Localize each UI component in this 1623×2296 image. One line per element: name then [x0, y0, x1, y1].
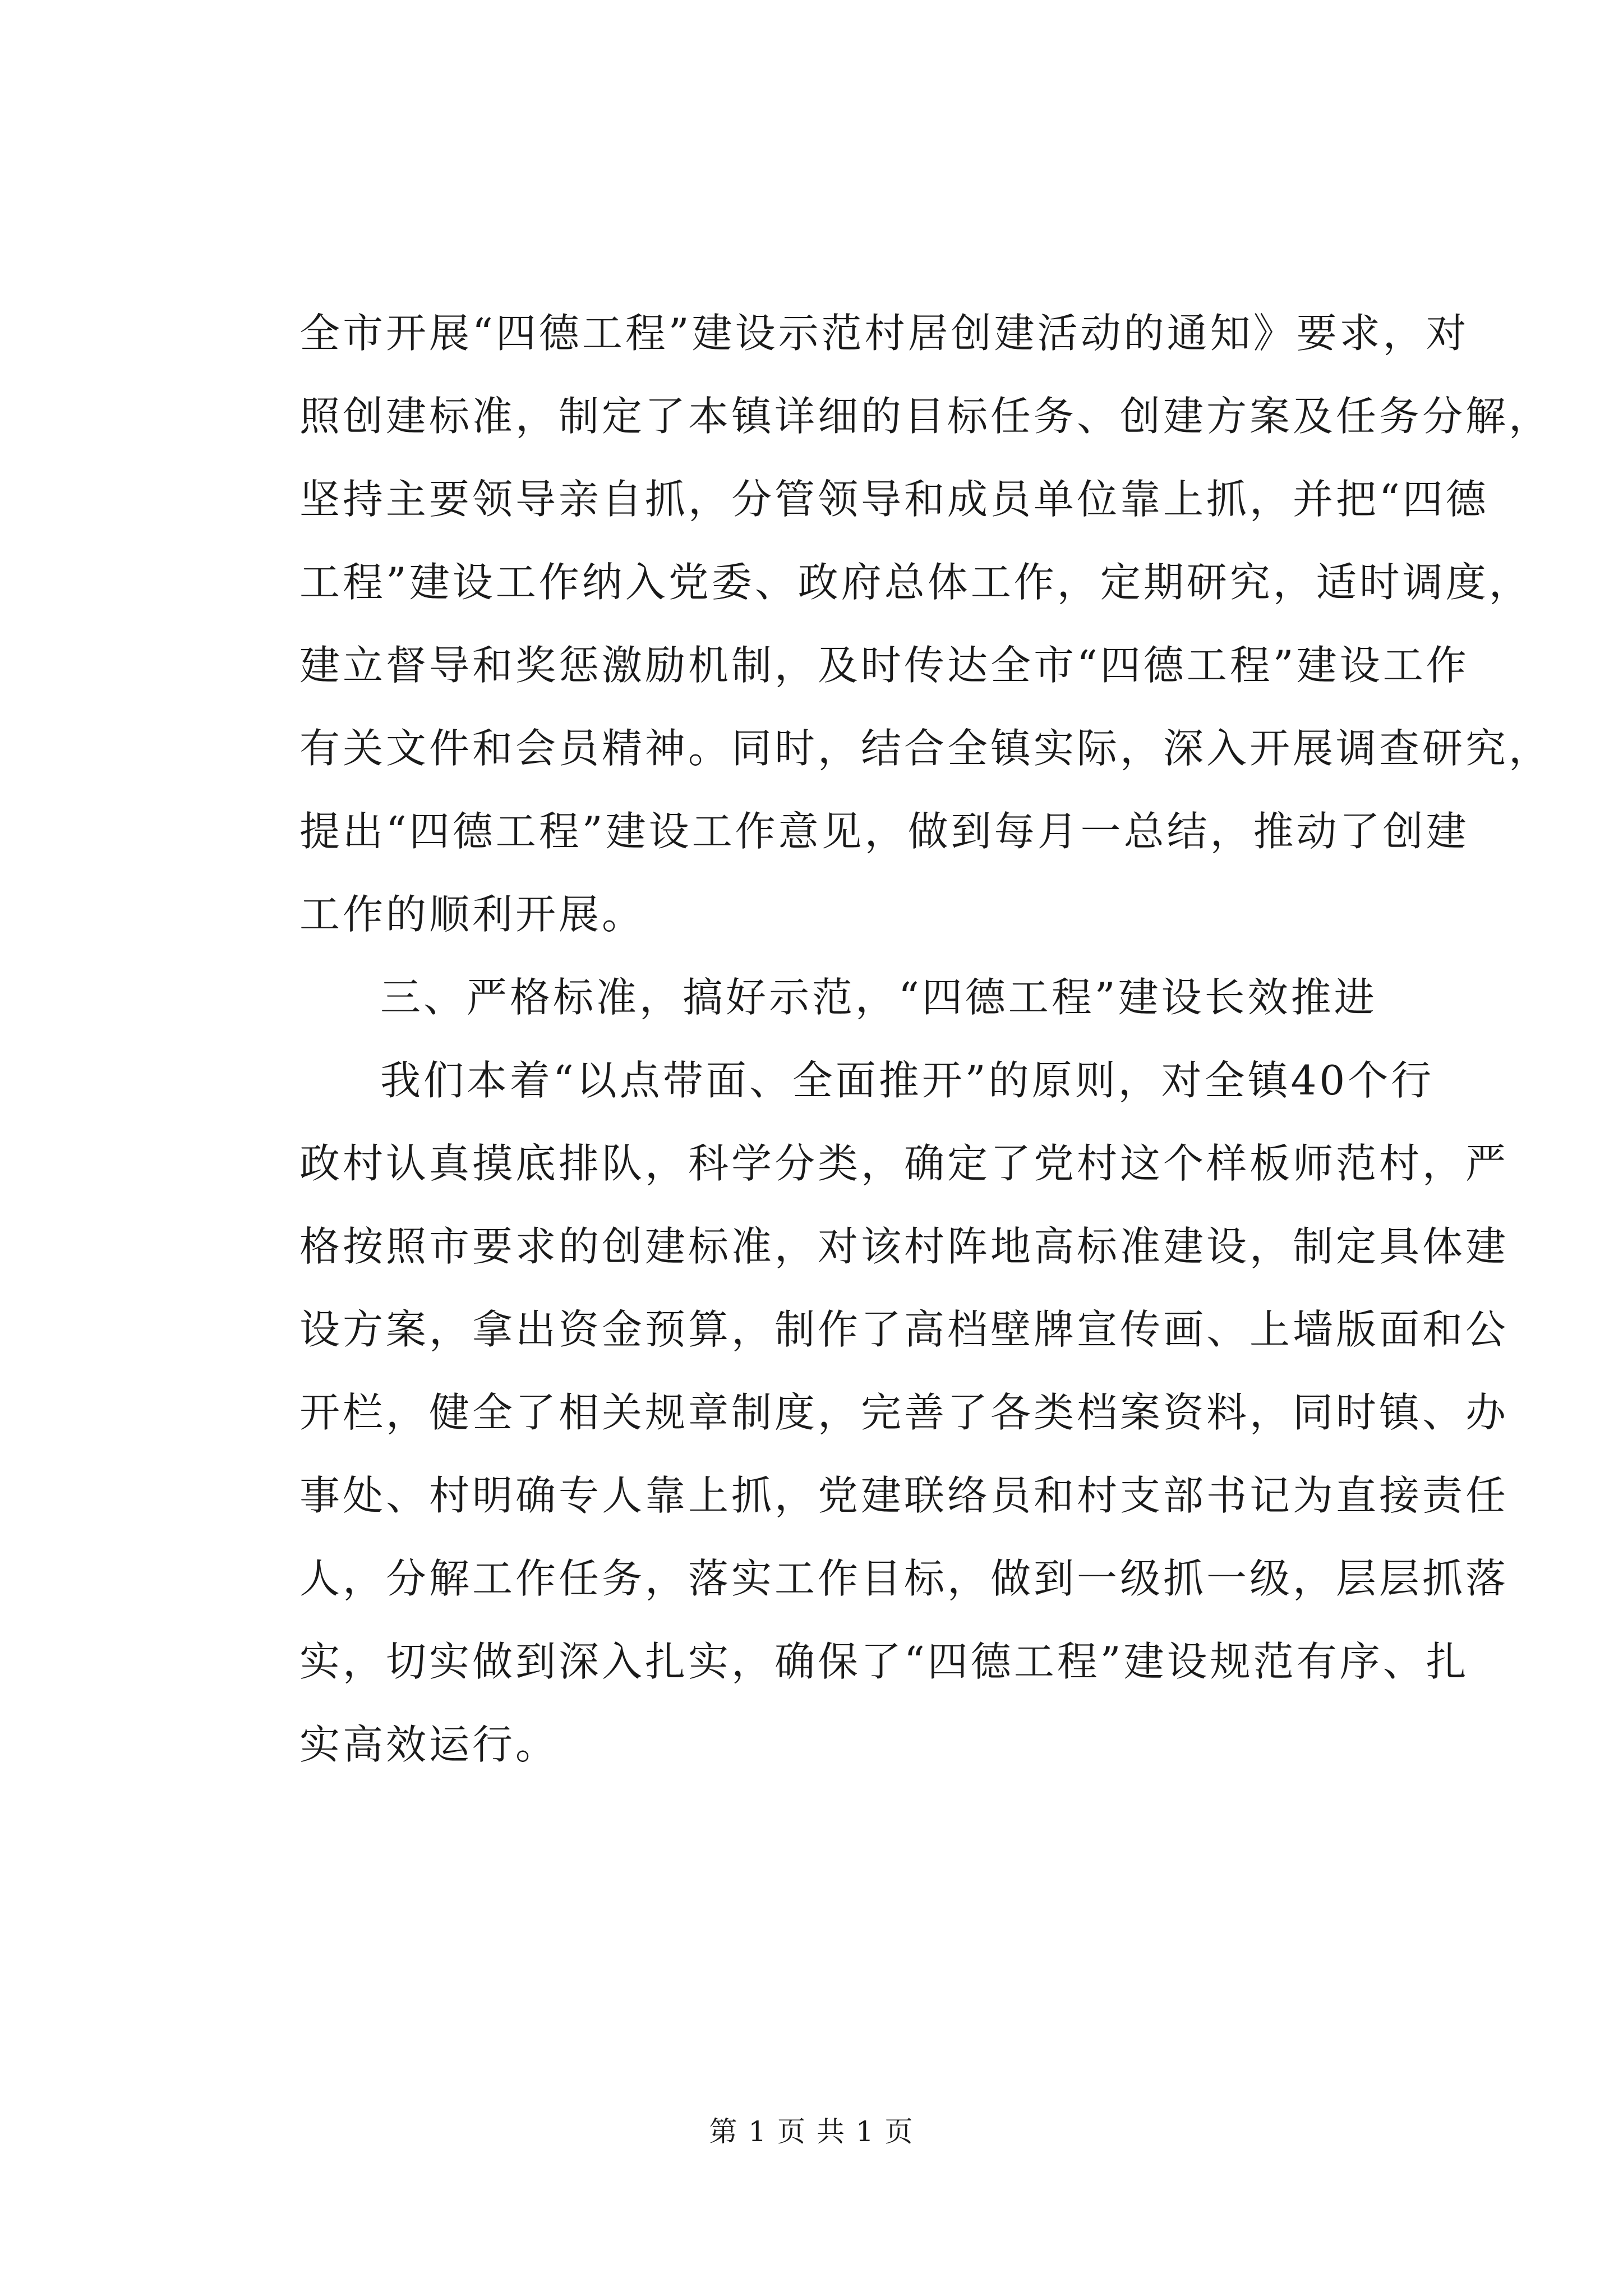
paragraph-line: 照创建标准，制定了本镇详细的目标任务、创建方案及任务分解，: [299, 393, 1552, 440]
paragraph-line: 全市开展“四德工程”建设示范村居创建活动的通知》要求，对: [299, 310, 1469, 357]
paragraph-line: 实，切实做到深入扎实，确保了“四德工程”建设规范有序、扎: [299, 1638, 1469, 1685]
paragraph-line: 人，分解工作任务，落实工作目标，做到一级抓一级，层层抓落: [299, 1555, 1509, 1602]
paragraph-line: 工程”建设工作纳入党委、政府总体工作，定期研究，适时调度，: [299, 559, 1532, 606]
paragraph-line: 有关文件和会员精神。同时，结合全镇实际，深入开展调查研究，: [299, 725, 1552, 772]
page-footer: 第 1 页 共 1 页: [709, 2115, 914, 2148]
paragraph-line: 建立督导和奖惩激励机制，及时传达全市“四德工程”建设工作: [299, 642, 1469, 689]
paragraph-line: 实高效运行。: [299, 1721, 559, 1768]
paragraph-line: 政村认真摸底排队，科学分类，确定了党村这个样板师范村，严: [299, 1140, 1509, 1187]
paragraph-line: 格按照市要求的创建标准，对该村阵地高标准建设，制定具体建: [299, 1223, 1509, 1270]
paragraph-line: 事处、村明确专人靠上抓，党建联络员和村支部书记为直接责任: [299, 1472, 1509, 1519]
document-body: [299, 292, 1552, 1786]
paragraph-line: 坚持主要领导亲自抓，分管领导和成员单位靠上抓，并把“四德: [299, 476, 1489, 523]
paragraph-line: 提出“四德工程”建设工作意见，做到每月一总结，推动了创建: [299, 808, 1469, 855]
paragraph-line: 我们本着“以点带面、全面推开”的原则，对全镇40个行: [380, 1057, 1435, 1104]
paragraph-line: 开栏，健全了相关规章制度，完善了各类档案资料，同时镇、办: [299, 1389, 1509, 1436]
paragraph-line: 工作的顺利开展。: [299, 891, 645, 938]
section-heading: 三、严格标准，搞好示范，“四德工程”建设长效推进: [380, 974, 1377, 1021]
paragraph-line: 设方案，拿出资金预算，制作了高档壁牌宣传画、上墙版面和公: [299, 1306, 1509, 1353]
